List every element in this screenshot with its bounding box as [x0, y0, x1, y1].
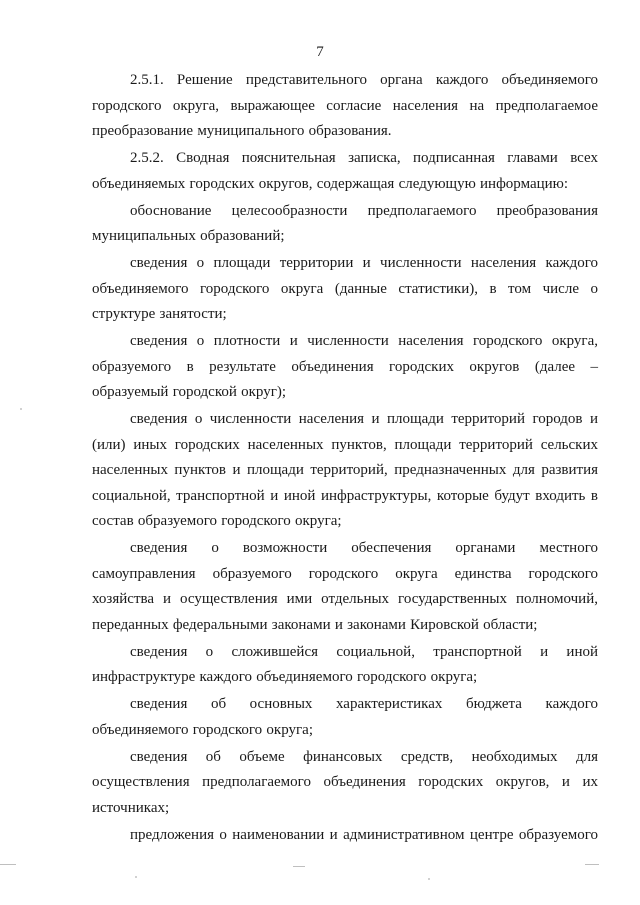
- list-item-budget: сведения об основных характеристиках бюджета каждого объединяемого городского округа;: [92, 696, 598, 738]
- list-item-justification: обоснование целесообразности предполагаемого преобразования муниципальных образований;: [92, 202, 598, 244]
- document-body: [92, 68, 598, 848]
- list-item-infrastructure: сведения о сложившейся социальной, транспортной и иной инфраструктуре каждого объединяемого городского округа;: [92, 643, 598, 685]
- list-item-density: сведения о плотности и численности населения городского округа, образуемого в результате объединения городских округов (далее – образуемый городской округ);: [92, 333, 598, 400]
- scan-mark: [0, 864, 16, 865]
- page-number: 7: [316, 44, 324, 60]
- list-item-settlements: сведения о численности населения и площади территорий городов и (или) иных городских населенных пунктов, площади территорий сельских населенных пунктов и площади территорий, предназначенных для развития социальной, транспортной и иной инфраструктуры, которые будут входить в состав образуемого городского округа;: [92, 411, 598, 529]
- list-item-area-population: сведения о площади территории и численности населения каждого объединяемого городского округа (данные статистики), в том числе о структуре занятости;: [92, 255, 598, 322]
- list-item-self-government: сведения о возможности обеспечения органами местного самоуправления образуемого городского округа единства городского хозяйства и осуществления ими отдельных государственных полномочий, переданных федеральными законами и законами Кировской области;: [92, 540, 598, 633]
- scan-dot: [20, 408, 22, 410]
- paragraph-2-5-2: 2.5.2. Сводная пояснительная записка, подписанная главами всех объединяемых городских округов, содержащая следующую информацию:: [92, 150, 598, 192]
- scan-mark: [585, 864, 599, 865]
- scan-mark: [293, 866, 305, 867]
- list-item-financing: сведения об объеме финансовых средств, необходимых для осуществления предполагаемого объединения городских округов, и их источниках;: [92, 748, 598, 816]
- scan-dot: [428, 878, 430, 880]
- scan-dot: [135, 876, 137, 878]
- paragraph-2-5-1: 2.5.1. Решение представительного органа каждого объединяемого городского округа, выражающее согласие населения на предполагаемое преобразование муниципального образования.: [92, 72, 598, 139]
- list-item-name-center: предложения о наименовании и административном центре образуемого: [130, 826, 598, 843]
